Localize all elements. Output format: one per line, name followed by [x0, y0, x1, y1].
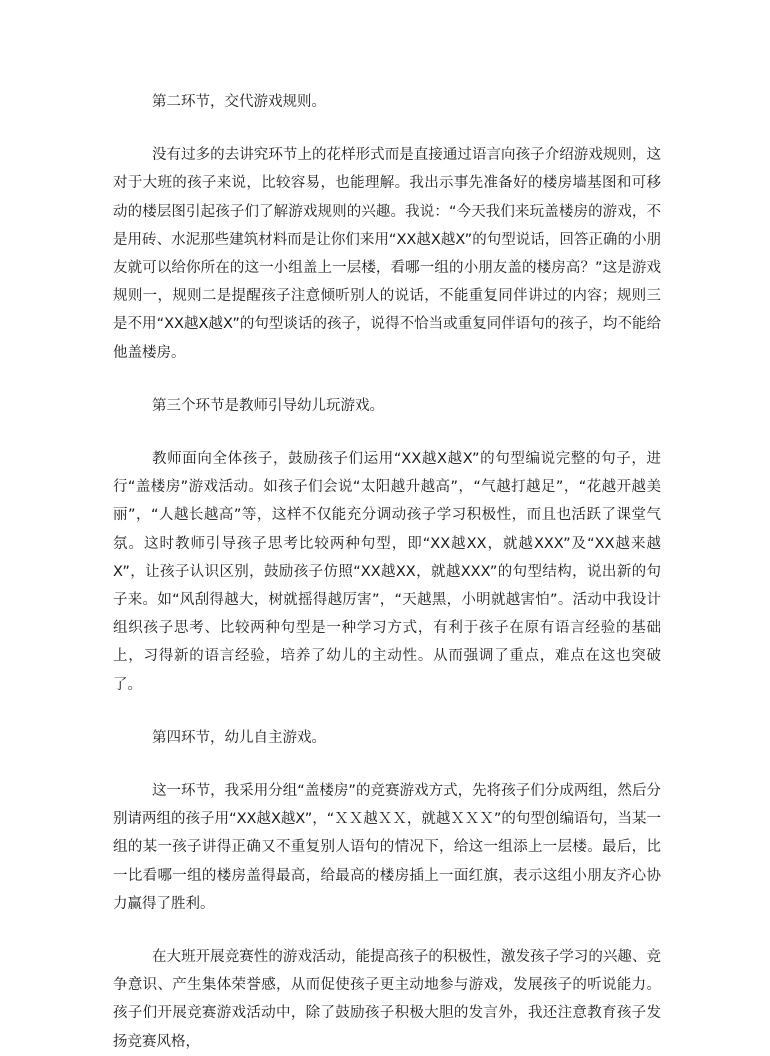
section-heading-3: 第三个环节是教师引导幼儿玩游戏。: [152, 397, 384, 414]
paragraph-competition: 在大班开展竞赛性的游戏活动，能提高孩子的积极性，激发孩子学习的兴趣、竞争意识、产生集体荣誉感，从而促使孩子更主动地参与游戏，发展孩子的听说能力。孩子们开展竞赛游戏活动中，除了鼓励孩子积极大胆的发言外，我还注意教育孩子发扬竞赛风格，: [113, 949, 661, 1050]
section-heading-4: 第四环节，幼儿自主游戏。: [152, 729, 326, 746]
paragraph-rules: 没有过多的去讲究环节上的花样形式而是直接通过语言向孩子介绍游戏规则，这对于大班的孩子来说，比较容易，也能理解。我出示事先准备好的楼房墙基图和可移动的楼层图引起孩子们了解游戏规则的兴趣。我说：“今天我们来玩盖楼房的游戏，不是用砖、水泥那些建筑材料而是让你们来用“XX越X越X”的句型说话，回答正确的小朋友就可以给你所在的这一小组盖上一层楼，看哪一组的小朋友盖的楼房高？”这是游戏规则一，规则二是提醒孩子注意倾听别人的说话，不能重复同伴讲过的内容；规则三是不用“XX越X越X”的句型谈话的孩子，说得不恰当或重复同伴语句的孩子，均不能给他盖楼房。: [113, 147, 661, 361]
paragraph-free-play: 这一环节，我采用分组“盖楼房”的竞赛游戏方式，先将孩子们分成两组，然后分别请两组的孩子用“XX越X越X”，“ＸＸ越ＸＸ，就越ＸＸＸ”的句型创编语句，当某一组的某一孩子讲得正确又不重复别人语句的情况下，给这一组添上一层楼。最后，比一比看哪一组的楼房盖得最高，给最高的楼房插上一面红旗，表示这组小朋友齐心协力赢得了胜利。: [113, 783, 661, 912]
paragraph-teacher-guidance: 教师面向全体孩子，鼓励孩子们运用“XX越X越X”的句型编说完整的句子，进行“盖楼房”游戏活动。如孩子们会说“太阳越升越高”，“气越打越足”，“花越开越美丽”，“人越长越高”等，这样不仅能充分调动孩子学习积极性，而且也活跃了课堂气氛。这时教师引导孩子思考比较两种句型，即“XX越XX，就越XXX”及“XX越来越X”，让孩子认识区别，鼓励孩子仿照“XX越XX，就越XXX”的句型结构，说出新的句子来。如“风刮得越大，树就摇得越厉害”，“天越黑，小明就越害怕”。活动中我设计组织孩子思考、比较两种句型是一种学习方式，有利于孩子在原有语言经验的基础上，习得新的语言经验，培养了幼儿的主动性。从而强调了重点，难点在这也突破了。: [113, 451, 661, 693]
section-heading-2: 第二环节，交代游戏规则。: [152, 94, 326, 110]
document-body: [113, 88, 661, 1056]
